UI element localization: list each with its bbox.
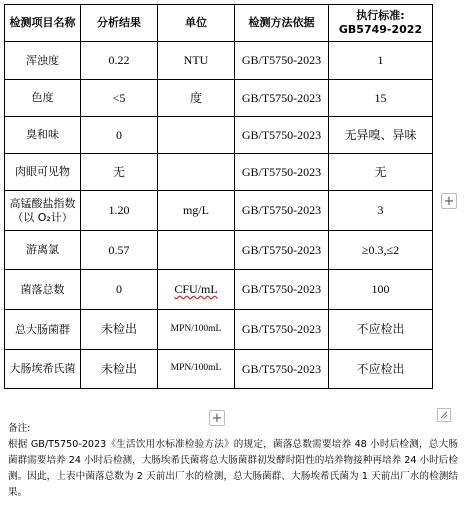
row-method[interactable]: GB/T5750-2023	[235, 270, 329, 310]
table-header-row	[5, 5, 433, 42]
row-result[interactable]: 未检出	[81, 350, 158, 389]
row-result[interactable]: 未检出	[81, 310, 158, 350]
row-unit[interactable]	[158, 154, 235, 191]
row-standard[interactable]: 无	[329, 154, 433, 191]
add-column-button[interactable]: +	[441, 193, 457, 209]
table-row	[5, 154, 433, 191]
row-method[interactable]: GB/T5750-2023	[235, 80, 329, 117]
row-standard[interactable]: ≥0.3,≤2	[329, 231, 433, 270]
table-resize-handle[interactable]	[437, 408, 451, 422]
row-result[interactable]: 无	[81, 154, 158, 191]
row-method[interactable]: GB/T5750-2023	[235, 191, 329, 231]
row-item-name[interactable]: 肉眼可见物	[5, 154, 81, 191]
table-row	[5, 350, 433, 389]
row-standard[interactable]: 15	[329, 80, 433, 117]
header-item-name: 检测项目名称	[5, 5, 81, 42]
row-item-name[interactable]: 菌落总数	[5, 270, 81, 310]
row-unit[interactable]	[158, 117, 235, 154]
notes-title: 备注:	[8, 423, 31, 434]
row-result[interactable]: 0	[81, 117, 158, 154]
row-unit[interactable]: NTU	[158, 42, 235, 80]
row-standard[interactable]: 无异嗅、异味	[329, 117, 433, 154]
row-result[interactable]: <5	[81, 80, 158, 117]
table-row	[5, 117, 433, 154]
row-standard[interactable]: 不应检出	[329, 350, 433, 389]
row-method[interactable]: GB/T5750-2023	[235, 154, 329, 191]
row-unit[interactable]: 度	[158, 80, 235, 117]
row-method[interactable]: GB/T5750-2023	[235, 310, 329, 350]
row-item-name-line2: （以 O₂计）	[12, 210, 73, 224]
row-item-name[interactable]: 游离氯	[5, 231, 81, 270]
table-row	[5, 80, 433, 117]
header-method: 检测方法依据	[235, 5, 329, 42]
resize-corner-icon	[438, 409, 450, 421]
add-row-button[interactable]: +	[209, 410, 225, 426]
row-method[interactable]: GB/T5750-2023	[235, 42, 329, 80]
row-unit[interactable]	[158, 270, 235, 310]
table-row	[5, 310, 433, 350]
row-item-name[interactable]: 总大肠菌群	[5, 310, 81, 350]
row-method[interactable]: GB/T5750-2023	[235, 231, 329, 270]
table-row	[5, 191, 433, 231]
row-standard[interactable]: 3	[329, 191, 433, 231]
row-unit[interactable]: MPN/100mL	[158, 310, 235, 350]
row-item-name[interactable]: 大肠埃希氏菌	[5, 350, 81, 389]
row-method[interactable]: GB/T5750-2023	[235, 117, 329, 154]
row-result[interactable]: 0.22	[81, 42, 158, 80]
header-standard-line2: GB5749-2022	[338, 23, 423, 36]
header-standard	[329, 5, 433, 42]
report-document	[4, 4, 432, 389]
row-item-name-line1: 高锰酸盐指数	[9, 196, 76, 210]
table-row	[5, 42, 433, 80]
row-method[interactable]: GB/T5750-2023	[235, 350, 329, 389]
row-item-name[interactable]: 臭和味	[5, 117, 81, 154]
header-result: 分析结果	[81, 5, 158, 42]
water-quality-table	[4, 4, 433, 389]
header-unit: 单位	[158, 5, 235, 42]
row-result[interactable]: 0.57	[81, 231, 158, 270]
table-row	[5, 270, 433, 310]
row-unit-text: CFU/mL	[174, 282, 218, 296]
row-standard[interactable]: 100	[329, 270, 433, 310]
row-item-name[interactable]	[5, 191, 81, 231]
row-item-name[interactable]: 色度	[5, 80, 81, 117]
table-row	[5, 231, 433, 270]
row-unit[interactable]: mg/L	[158, 191, 235, 231]
row-result[interactable]: 1.20	[81, 191, 158, 231]
notes-body: 根据 GB/T5750-2023《生活饮用水标准检验方法》的规定，菌落总数需要培养 48 小时后检测，总大肠菌群需要培养 24 小时后检测，大肠埃希氏菌将总大肠菌群初发酵时阳性的培养物接种再培养 24 小时后检测。因此，上表中菌落总数为 2 天前出厂水的检测，总大肠菌群、大肠埃希氏菌为 1 天前出厂水的检测结果。	[8, 439, 458, 498]
row-item-name[interactable]: 浑浊度	[5, 42, 81, 80]
header-standard-line1: 执行标准:	[356, 9, 405, 23]
notes-section	[8, 421, 458, 501]
row-unit[interactable]	[158, 231, 235, 270]
row-standard[interactable]: 不应检出	[329, 310, 433, 350]
row-standard[interactable]: 1	[329, 42, 433, 80]
row-unit[interactable]: MPN/100mL	[158, 350, 235, 389]
row-result[interactable]: 0	[81, 270, 158, 310]
